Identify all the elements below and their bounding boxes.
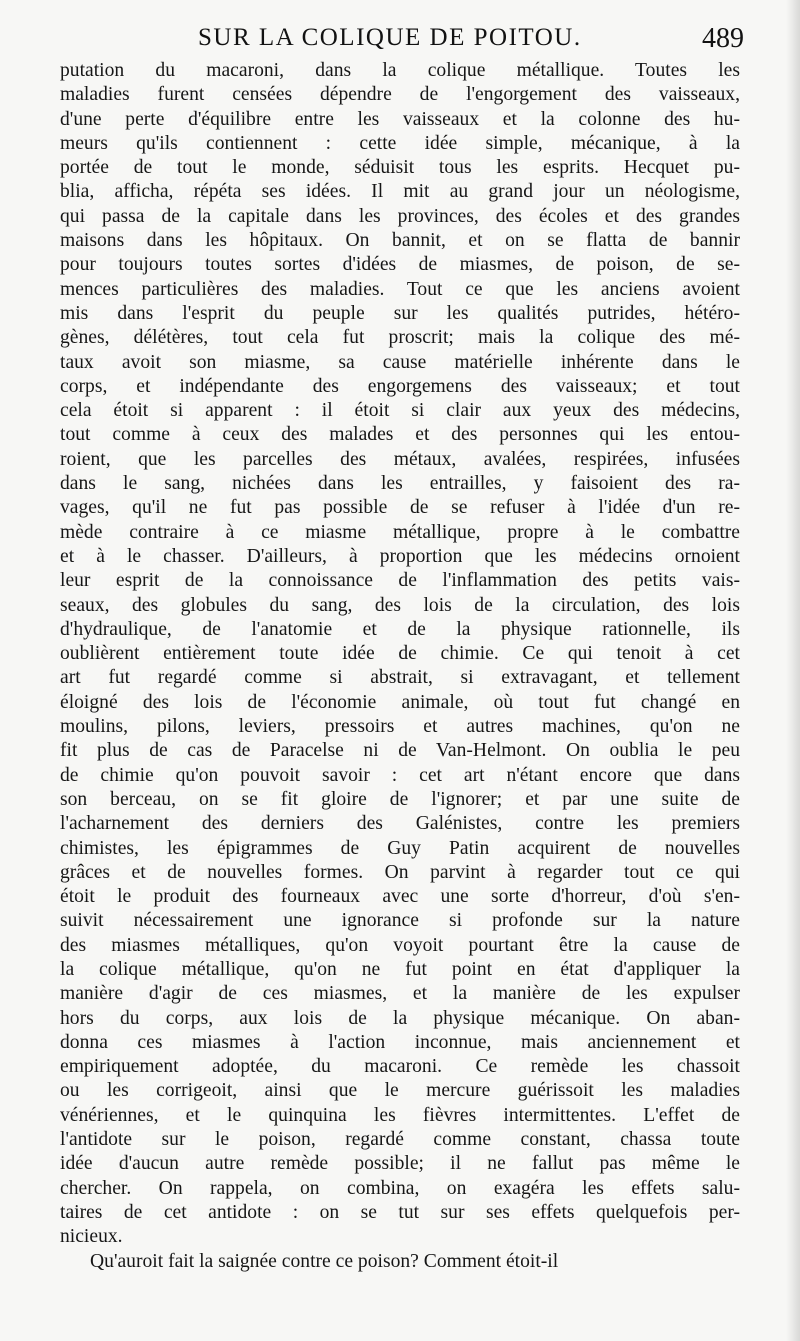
- text-line: dans le sang, nichées dans les entrailles, y faisoient des ra-: [60, 473, 740, 495]
- text-line: moulins, pilons, leviers, pressoirs et autres machines, qu'on ne: [60, 716, 740, 738]
- text-line: d'une perte d'équilibre entre les vaisseaux et la colonne des hu-: [60, 108, 740, 130]
- text-line: hors du corps, aux lois de la physique mécanique. On aban-: [60, 1007, 740, 1029]
- text-line: chimistes, les épigrammes de Guy Patin acquirent de nouvelles: [60, 837, 740, 859]
- text-line: corps, et indépendante des engorgemens des vaisseaux; et tout: [60, 375, 740, 397]
- text-line: leur esprit de la connoissance de l'inflammation des petits vais-: [60, 570, 740, 592]
- text-line: fit plus de cas de Paracelse ni de Van-Helmont. On oublia le peu: [60, 740, 740, 762]
- text-line: suivit nécessairement une ignorance si profonde sur la nature: [60, 910, 740, 932]
- text-line: mences particulières des maladies. Tout ce que les anciens avoient: [60, 278, 740, 300]
- text-line: empiriquement adoptée, du macaroni. Ce remède les chassoit: [60, 1056, 740, 1078]
- text-line: putation du macaroni, dans la colique métallique. Toutes les: [60, 60, 740, 81]
- text-line: étoit le produit des fourneaux avec une sorte d'horreur, d'où s'en-: [60, 886, 740, 908]
- text-line: qui passa de la capitale dans les provinces, des écoles et des grandes: [60, 205, 740, 227]
- text-line: idée d'aucun autre remède possible; il ne fallut pas même le: [60, 1153, 740, 1175]
- text-line: gènes, délétères, tout cela fut proscrit; mais la colique des mé-: [60, 327, 740, 349]
- text-line: art fut regardé comme si abstrait, si extravagant, et tellement: [60, 667, 740, 689]
- text-line: maladies furent censées dépendre de l'engorgement des vaisseaux,: [60, 84, 740, 106]
- page-number: 489: [702, 23, 744, 54]
- text-line: éloigné des lois de l'économie animale, où tout fut changé en: [60, 691, 740, 713]
- text-line: grâces et de nouvelles formes. On parvint à regarder tout ce qui: [60, 861, 740, 883]
- text-line: vénériennes, et le quinquina les fièvres intermittentes. L'effet de: [60, 1104, 740, 1126]
- text-line: ou les corrigeoit, ainsi que le mercure guérissoit les maladies: [60, 1080, 740, 1102]
- text-line: chercher. On rappela, on combina, on exagéra les effets salu-: [60, 1177, 740, 1199]
- text-line: maisons dans les hôpitaux. On bannit, et on se flatta de bannir: [60, 230, 740, 252]
- paragraph: [60, 1250, 740, 1274]
- running-title: SUR LA COLIQUE DE POITOU.: [198, 24, 582, 51]
- text-line: portée de tout le monde, séduisit tous les esprits. Hecquet pu-: [60, 157, 740, 179]
- text-line: la colique métallique, qu'on ne fut point en état d'appliquer la: [60, 958, 740, 980]
- text-line: nicieux.: [60, 1226, 123, 1248]
- text-line: l'acharnement des derniers des Galénistes, contre les premiers: [60, 813, 740, 835]
- text-line: son berceau, on se fit gloire de l'ignorer; et par une suite de: [60, 788, 740, 810]
- text-line: tout comme à ceux des malades et des personnes qui les entou-: [60, 424, 740, 446]
- text-line: vages, qu'il ne fut pas possible de se refuser à l'idée d'un re-: [60, 497, 740, 519]
- text-line: roient, que les parcelles des métaux, avalées, respirées, infusées: [60, 448, 740, 470]
- text-line: manière d'agir de ces miasmes, et la manière de les expulser: [60, 983, 740, 1005]
- text-line: taux avoit son miasme, sa cause matérielle inhérente dans le: [60, 351, 740, 373]
- text-line: mis dans l'esprit du peuple sur les qualités putrides, hétéro-: [60, 302, 740, 324]
- text-line: meurs qu'ils contiennent : cette idée simple, mécanique, à la: [60, 132, 740, 154]
- paragraph: [60, 59, 740, 1250]
- text-line: Qu'auroit fait la saignée contre ce poison? Comment étoit-il: [90, 1250, 559, 1272]
- body-text: [60, 59, 740, 1274]
- text-line: blia, afficha, répéta ses idées. Il mit au grand jour un néologisme,: [60, 181, 740, 203]
- text-line: donna ces miasmes à l'action inconnue, mais anciennement et: [60, 1031, 740, 1053]
- text-line: oublièrent entièrement toute idée de chimie. Ce qui tenoit à cet: [60, 643, 740, 665]
- text-line: mède contraire à ce miasme métallique, propre à le combattre: [60, 521, 740, 543]
- text-line: de chimie qu'on pouvoit savoir : cet art n'étant encore que dans: [60, 764, 740, 786]
- text-line: pour toujours toutes sortes d'idées de miasmes, de poison, de se-: [60, 254, 740, 276]
- text-line: d'hydraulique, de l'anatomie et de la physique rationnelle, ils: [60, 618, 740, 640]
- text-line: seaux, des globules du sang, des lois de la circulation, des lois: [60, 594, 740, 616]
- text-line: et à le chasser. D'ailleurs, à proportion que les médecins ornoient: [60, 545, 740, 567]
- text-line: l'antidote sur le poison, regardé comme constant, chassa toute: [60, 1129, 740, 1151]
- text-line: taires de cet antidote : on se tut sur ses effets quelquefois per-: [60, 1201, 740, 1223]
- running-head: [60, 20, 744, 60]
- text-line: des miasmes métalliques, qu'on voyoit pourtant être la cause de: [60, 934, 740, 956]
- text-line: cela étoit si apparent : il étoit si clair aux yeux des médecins,: [60, 400, 740, 422]
